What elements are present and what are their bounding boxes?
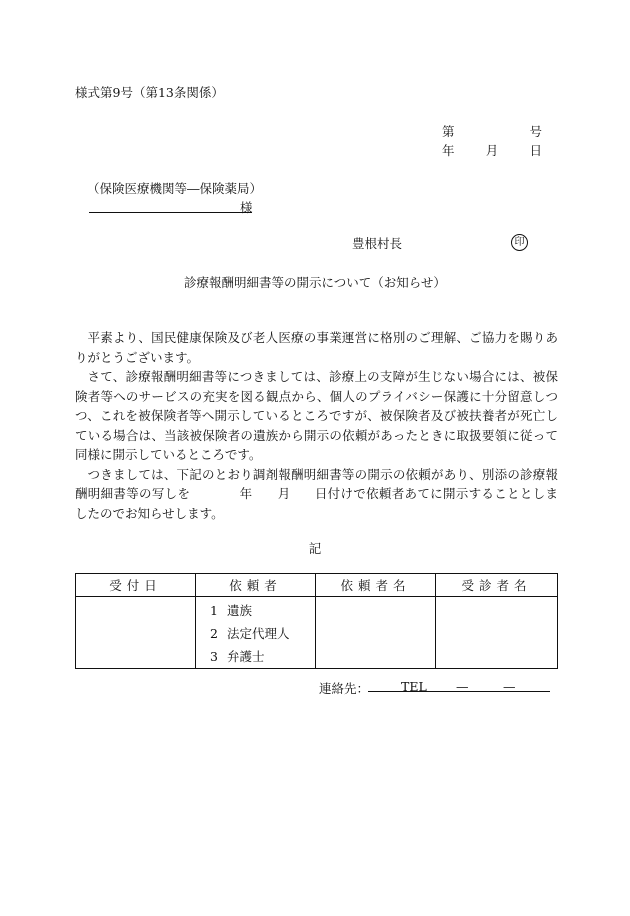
contact-label: 連絡先：: [319, 681, 370, 696]
paragraph-2: さて、診療報酬明細書等につきましては、診療上の支障が生じない場合には、被保険者等へのサービスの充実を図る観点から、個人のプライバシー保護に十分留意しつつ、これを被保険者等へ開示しているところですが、被保険者及び被扶養者が死亡している場合は、当該被保険者の遺族から開示の依頼があったときに取扱要領に従って同様に開示しているところです。: [75, 369, 558, 462]
date-month: 月: [485, 143, 499, 158]
recipient-label: （保険医療機関等―保険薬局）: [87, 181, 263, 196]
paragraph-3: [75, 465, 558, 524]
form-id: 様式第9号（第13条関係）: [75, 85, 224, 100]
header-requester-name: 依頼者名: [316, 574, 436, 597]
cell-received-date[interactable]: [76, 597, 196, 669]
paragraph-1: 平素より、国民健康保険及び老人医療の事業運営に格別のご理解、ご協力を賜りありがとうございます。: [75, 330, 558, 365]
header-patient-name: 受診者名: [436, 574, 558, 597]
paragraph-3-part-a: つきましては、下記のとおり調剤報酬明細書等の開示の依頼があり、別添の診療報酬明細書等の写しを: [75, 466, 558, 501]
contact-dash-1: —: [456, 679, 469, 694]
seal-mark: 印: [511, 234, 528, 251]
requester-option-2[interactable]: 2 法定代理人: [210, 626, 290, 641]
issue-date: [442, 141, 542, 159]
paragraph-3-part-b: 日付けで依頼者あてに開示することとしましたのでお知らせします。: [75, 486, 558, 521]
contact-tel: TEL: [401, 679, 427, 694]
no-prefix: 第: [442, 124, 455, 139]
cell-requester: [196, 597, 316, 669]
request-table: [75, 573, 558, 669]
header-received-date: 受付日: [76, 574, 196, 597]
p3-year: 年: [239, 486, 253, 501]
ki-heading: 記: [308, 541, 322, 556]
table-header-row: [76, 574, 558, 597]
date-year: 年: [442, 143, 455, 158]
body-text: [75, 328, 558, 523]
cell-requester-name[interactable]: [316, 597, 436, 669]
recipient-honorific: 様: [240, 200, 253, 215]
no-suffix: 号: [529, 124, 542, 139]
table-row: [76, 597, 558, 669]
document-number: [442, 122, 542, 140]
date-day: 日: [529, 143, 542, 158]
p3-month: 月: [277, 486, 291, 501]
contact-dash-2: —: [503, 679, 516, 694]
recipient-name-line: [89, 199, 252, 213]
sender-name: 豊根村長: [352, 236, 403, 251]
requester-option-1[interactable]: 1 遺族: [210, 603, 253, 618]
header-requester: 依頼者: [196, 574, 316, 597]
cell-patient-name[interactable]: [436, 597, 558, 669]
document-title: 診療報酬明細書等の開示について（お知らせ）: [184, 275, 446, 290]
requester-option-3[interactable]: 3 弁護士: [210, 649, 265, 664]
